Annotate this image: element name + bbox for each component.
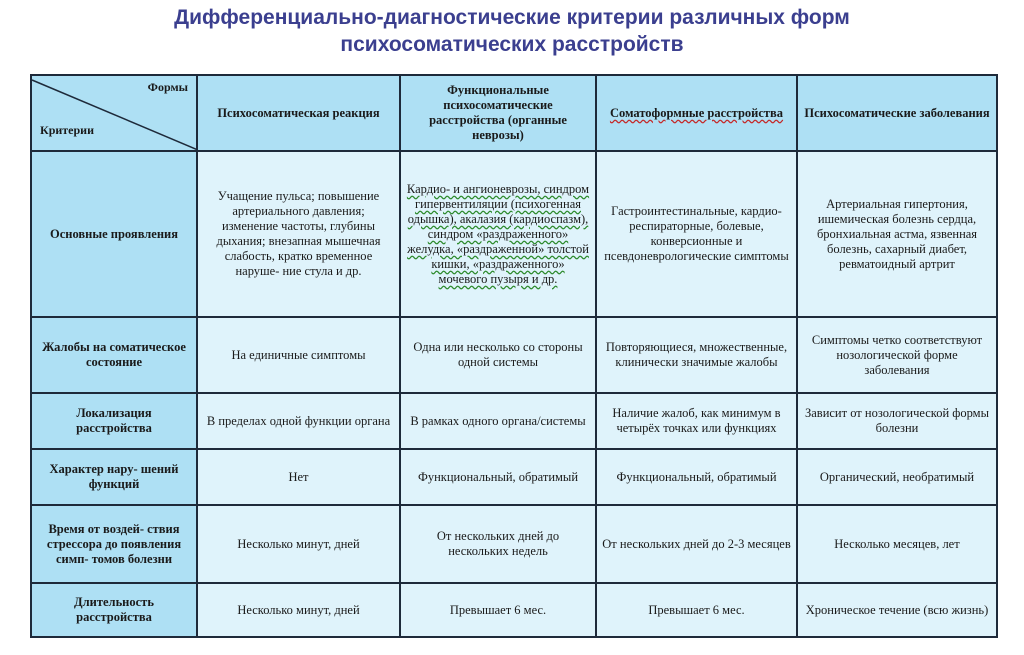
table-cell: Функциональный, обратимый <box>400 449 596 505</box>
row-criterion: Характер нару- шений функций <box>31 449 197 505</box>
table-cell: Превышает 6 мес. <box>596 583 797 637</box>
criteria-table <box>30 74 998 638</box>
row-criterion: Локализация расстройства <box>31 393 197 449</box>
column-header: Психосоматическая реакция <box>197 75 400 151</box>
corner-cell <box>31 75 197 151</box>
table-row <box>31 505 997 583</box>
table-cell: Учащение пульса; повышение артериального давления; изменение частоты, глубины дыхания; внезапная мышечная слабость, кратко временное наруше- ние стула и др. <box>197 151 400 317</box>
table-cell: Функциональный, обратимый <box>596 449 797 505</box>
table-row <box>31 583 997 637</box>
row-criterion: Основные проявления <box>31 151 197 317</box>
table-cell: Хроническое течение (всю жизнь) <box>797 583 997 637</box>
table-cell: Симптомы четко соответствуют нозологической форме заболевания <box>797 317 997 393</box>
row-criterion: Жалобы на соматическое состояние <box>31 317 197 393</box>
table-row <box>31 317 997 393</box>
table-cell: Несколько минут, дней <box>197 583 400 637</box>
forms-label: Формы <box>147 80 188 94</box>
table-row <box>31 393 997 449</box>
table-cell: Повторяющиеся, множественные, клинически значимые жалобы <box>596 317 797 393</box>
table-cell: На единичные симптомы <box>197 317 400 393</box>
title-line-2: психосоматических расстройств <box>340 33 684 56</box>
table-cell: Кардио- и ангионеврозы, синдром гипервентиляции (психогенная одышка), акалазия (кардиоспазм), синдром «раздраженного» желудка, «раздраженной» толстой кишки, «раздраженного» мочевого пузыря и др. <box>400 151 596 317</box>
table-row <box>31 151 997 317</box>
column-header: Соматоформные расстройства <box>596 75 797 151</box>
column-header: Функциональные психосоматические расстройства (органные неврозы) <box>400 75 596 151</box>
page-title <box>0 4 1024 58</box>
table-cell: Наличие жалоб, как минимум в четырёх точках или функциях <box>596 393 797 449</box>
row-criterion: Время от воздей- ствия стрессора до появления симп- томов болезни <box>31 505 197 583</box>
table-cell: В рамках одного органа/системы <box>400 393 596 449</box>
column-header: Психосоматические заболевания <box>797 75 997 151</box>
criteria-label: Критерии <box>40 123 95 137</box>
table-cell: Несколько месяцев, лет <box>797 505 997 583</box>
table-cell: Артериальная гипертония, ишемическая болезнь сердца, бронхиальная астма, язвенная болезнь, сахарный диабет, ревматоидный артрит <box>797 151 997 317</box>
header-row <box>31 75 997 151</box>
table-cell: Превышает 6 мес. <box>400 583 596 637</box>
title-line-1: Дифференциально-диагностические критерии различных форм <box>174 6 850 29</box>
table-row <box>31 449 997 505</box>
table-cell: От нескольких дней до 2-3 месяцев <box>596 505 797 583</box>
table-cell: Гастроинтестинальные, кардио-респираторные, болевые, конверсионные и псевдоневрологические симптомы <box>596 151 797 317</box>
table-cell: В пределах одной функции органа <box>197 393 400 449</box>
row-criterion: Длительность расстройства <box>31 583 197 637</box>
table-cell: Несколько минут, дней <box>197 505 400 583</box>
table-cell: От нескольких дней до нескольких недель <box>400 505 596 583</box>
table-cell: Нет <box>197 449 400 505</box>
table-cell: Органический, необратимый <box>797 449 997 505</box>
table-cell: Одна или несколько со стороны одной системы <box>400 317 596 393</box>
table-cell: Зависит от нозологической формы болезни <box>797 393 997 449</box>
